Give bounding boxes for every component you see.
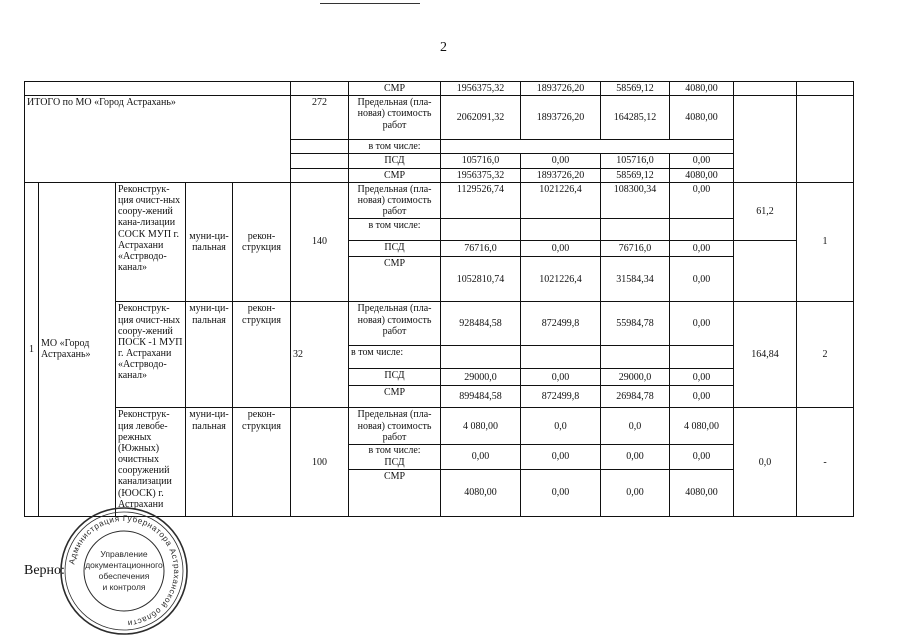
object-2-count: 32 (291, 302, 349, 408)
object-1-name: Реконструк-ция очист-ных соору-жений кана-лизации СОСК МУП г. Астрахани «Астрводо-канал» (116, 182, 186, 302)
row-number: 1 (25, 182, 39, 516)
label-smr: СМР (349, 82, 441, 96)
table-row-itogo-psd: ПСД 105716,0 0,00 105716,0 0,00 (25, 154, 854, 168)
object-3-name: Реконструк-ция левобе-режных (Южных) очистных сооружений канализации (ЮОСК) г. Астрахани (116, 408, 186, 517)
official-stamp (58, 505, 190, 637)
table-row-carryover-smr: СМР 1956375,32 1893726,20 58569,12 4080,00 (25, 82, 854, 96)
object-2-name: Реконструк-ция очист-ных соору-жений ПОСК -1 МУП г. Астрахани «Астрводо-канал» (116, 302, 186, 408)
top-rule (320, 3, 420, 4)
stamp-ring-text: Администрация Губернатора Астраханской области (67, 513, 182, 628)
stamp-line-3: обеспечения (98, 571, 150, 581)
table-row-object-3-psd: ПСД (25, 457, 854, 470)
stamp-line-1: Управление (100, 549, 148, 559)
table-row-object-2-smr: СМР 899484,58 872499,8 26984,78 0,00 (25, 386, 854, 408)
table-row-itogo-smr: СМР 1956375,32 1893726,20 58569,12 4080,00 (25, 168, 854, 182)
budget-table (24, 81, 854, 517)
municipality: МО «Город Астрахань» (39, 182, 116, 516)
stamp-line-4: и контроля (102, 582, 146, 592)
object-1-count: 140 (291, 182, 349, 302)
table-row-object-1-predelnaya: 1 МО «Город Астрахань» Реконструк-ция очист-ных соору-жений кана-лизации СОСК МУП г. Астрахани «Астрводо-канал» муни-ци-пальная рекон-струкция 140 Предельная (пла-новая) стоимость работ 1129526,74 1021226,4 108300,34 0,00 61,2 1 (25, 182, 854, 219)
table-row-itogo-incl: в том числе: (25, 140, 854, 154)
itogo-count: 272 (291, 96, 349, 140)
verno-label: Верно: (24, 563, 65, 578)
table-row-object-2-incl: в том числе: (25, 346, 854, 369)
table-row-object-1-smr: СМР 1052810,74 1021226,4 31584,34 0,00 (25, 257, 854, 302)
table-row-object-1-psd: ПСД 76716,0 0,00 76716,0 0,00 (25, 241, 854, 257)
table-row-object-3-smr: СМР 4080,00 0,00 0,00 4080,00 (25, 469, 854, 516)
table-row-object-2-psd: ПСД 29000,0 0,00 29000,0 0,00 (25, 369, 854, 386)
itogo-label: ИТОГО по МО «Город Астрахань» (25, 96, 291, 183)
table-row-object-1-incl: в том числе: (25, 219, 854, 241)
table-row-object-3-incl: в том числе: 0,00 0,00 0,00 0,00 (25, 444, 854, 457)
table-row-itogo-predelnaya: ИТОГО по МО «Город Астрахань» 272 Предельная (пла-новая) стоимость работ 2062091,32 1893726,20 164285,12 4080,00 (25, 96, 854, 140)
table-row-object-3-predelnaya: Реконструк-ция левобе-режных (Южных) очистных сооружений канализации (ЮОСК) г. Астрахани муни-ци-пальная рекон-струкция 100 Предельная (пла-новая) стоимость работ 4 080,00 0,0 0,0 4 080,00 0,0 - (25, 408, 854, 445)
object-3-count: 100 (291, 408, 349, 517)
page-number: 2 (440, 40, 447, 55)
stamp-line-2: документационного (85, 560, 163, 570)
table-row-object-2-predelnaya: Реконструк-ция очист-ных соору-жений ПОСК -1 МУП г. Астрахани «Астрводо-канал» муни-ци-пальная рекон-струкция 32 Предельная (пла-новая) стоимость работ 928484,58 872499,8 55984,78 0,00 164,84 2 (25, 302, 854, 346)
